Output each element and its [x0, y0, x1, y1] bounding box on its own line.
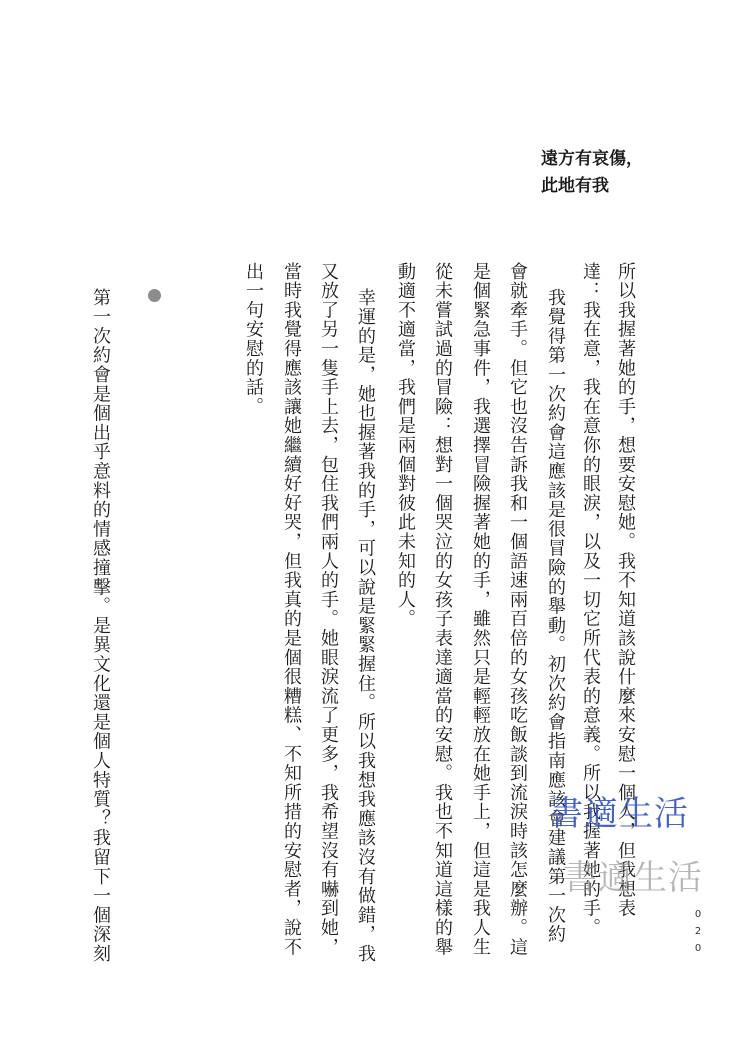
- page-number-digit: 0: [694, 943, 702, 954]
- text-column-2: 達：我在意，我在意你的眼淚，以及一切它所代表的意義。所以我握著她的手。: [580, 262, 601, 938]
- text-column-12: 第一次約會是個出乎意料的情感撞擊。是異文化還是個人特質？我留下一個深刻: [90, 288, 111, 964]
- text-column-4: 會就牽手。但它也沒告訴我和一個語速兩百倍的女孩吃飯談到流淚時該怎麼辦。這: [507, 262, 528, 957]
- watermark-secondary: 書適生活: [563, 858, 703, 898]
- text-column-5: 是個緊急事件，我選擇冒險握著她的手，雖然只是輕輕放在她手上，但這是我人生: [470, 262, 491, 957]
- page-number-digit: 2: [694, 926, 702, 937]
- heading-line-2: 此地有我: [541, 176, 609, 196]
- heading-line-1: 遠方有哀傷，: [541, 149, 643, 169]
- text-column-1: 所以我握著她的手，想要安慰她。我不知道該說什麼來安慰一個人，但我想表: [615, 262, 636, 919]
- text-column-9: 又放了另一隻手上去，包住我們兩人的手。她眼淚流了更多，我希望沒有嚇到她，: [318, 262, 339, 957]
- text-column-6: 從未嘗試過的冒險：想對一個哭泣的女孩子表達適當的安慰。我也不知道這樣的舉: [432, 262, 453, 957]
- text-column-11: 出一句安慰的話。: [243, 262, 264, 417]
- text-column-10: 當時我覺得應該讓她繼續好好哭，但我真的是個很糟糕、不知所措的安慰者，說不: [281, 262, 302, 957]
- watermark-primary: 書適生活: [549, 794, 689, 834]
- section-bullet: [148, 289, 161, 302]
- text-column-3: 我覺得第一次約會這應該是很冒險的舉動。初次約會指南應該會建議第一次約: [545, 288, 566, 945]
- page-number-digit: 0: [694, 909, 702, 920]
- chapter-heading: [541, 146, 643, 200]
- page-number: [693, 906, 703, 957]
- text-column-8: 幸運的是，她也握著我的手，可以說是緊緊握住。所以我想我應該沒有做錯，我: [355, 288, 376, 964]
- text-column-7: 動適不適當，我們是兩個對彼此未知的人。: [395, 262, 416, 629]
